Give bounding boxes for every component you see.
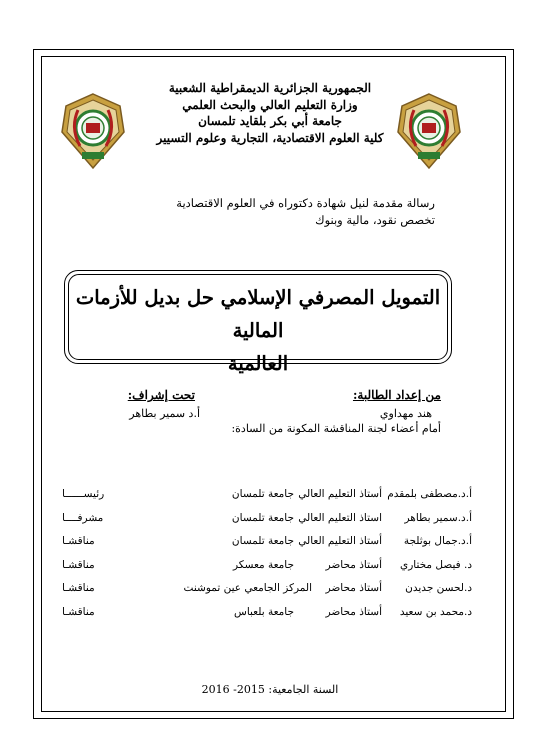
member-role: مناقشـا xyxy=(62,605,95,618)
supervisor-name: أ.د سمير بطاهر xyxy=(129,407,200,420)
university-emblem-left xyxy=(58,90,128,170)
republic-name: الجمهورية الجزائرية الديمقراطية الشعبية xyxy=(168,81,372,95)
member-institution: جامعة تلمسان xyxy=(231,535,294,547)
member-institution: جامعة معسكر xyxy=(233,558,294,571)
supervisor-label: تحت إشراف: xyxy=(127,388,195,402)
member-name: أ.د.جمال بوثلجة xyxy=(403,535,472,547)
member-role: مناقشـا xyxy=(62,558,95,571)
committee-row xyxy=(62,512,472,536)
member-role: رئيســــــا xyxy=(62,488,105,500)
member-rank: استاذ التعليم العالي xyxy=(298,511,382,524)
member-role: مناقشـا xyxy=(62,582,95,594)
member-name: د.محمد بن سعيد xyxy=(399,605,472,618)
member-name: أ.د.سمير بطاهر xyxy=(404,511,472,524)
committee-list xyxy=(62,488,472,629)
member-institution: جامعة بلعباس xyxy=(234,605,294,618)
thesis-specialty: تخصص نقود، مالية وبنوك xyxy=(315,213,435,227)
thesis-title-line2: العالمية xyxy=(227,352,289,375)
member-rank: أستاذ محاضر xyxy=(325,558,382,571)
committee-row xyxy=(62,535,472,559)
committee-intro: أمام أعضاء لجنة المناقشة المكونة من السادة: xyxy=(231,422,441,435)
ministry-name: وزارة التعليم العالي والبحث العلمي xyxy=(182,97,358,112)
member-name: أ.د.مصطفى بلمقدم xyxy=(387,488,472,500)
faculty-name: كلية العلوم الاقتصادية، التجارية وعلوم التسيير xyxy=(156,130,384,145)
university-name: جامعة أبي بكر بلقايد تلمسان xyxy=(198,114,342,128)
emblem-icon xyxy=(58,90,128,170)
academic-year: السنة الجامعية: 2015- 2016 xyxy=(201,683,339,696)
member-rank: أستاذ محاضر xyxy=(325,582,382,594)
member-rank: أستاذ التعليم العالي xyxy=(298,488,382,500)
thesis-title-line1: التمويل المصرفي الإسلامي حل بديل للأزمات المالية xyxy=(75,286,441,342)
institution-header xyxy=(130,80,410,146)
student-name: هند مهداوي xyxy=(379,407,432,420)
member-name: د. فيصل مختاري xyxy=(400,558,472,571)
thesis-title xyxy=(68,274,448,375)
member-role: مشرفــــا xyxy=(62,511,104,524)
student-label: من إعداد الطالبة: xyxy=(352,388,441,402)
member-institution: المركز الجامعي عين تموشنت xyxy=(183,582,312,594)
committee-row xyxy=(62,559,472,583)
member-rank: أستاذ التعليم العالي xyxy=(298,535,382,547)
member-institution: جامعة تلمسان xyxy=(231,488,294,500)
committee-row xyxy=(62,606,472,630)
member-institution: جامعة تلمسان xyxy=(231,511,294,524)
committee-row xyxy=(62,582,472,606)
member-name: د.لحسن جديدن xyxy=(405,582,472,594)
thesis-degree: رسالة مقدمة لنيل شهادة دكتوراه في العلوم الاقتصادية xyxy=(176,196,435,210)
committee-row xyxy=(62,488,472,512)
member-role: مناقشـا xyxy=(62,535,95,547)
member-rank: أستاذ محاضر xyxy=(325,605,382,618)
thesis-description xyxy=(176,195,435,229)
